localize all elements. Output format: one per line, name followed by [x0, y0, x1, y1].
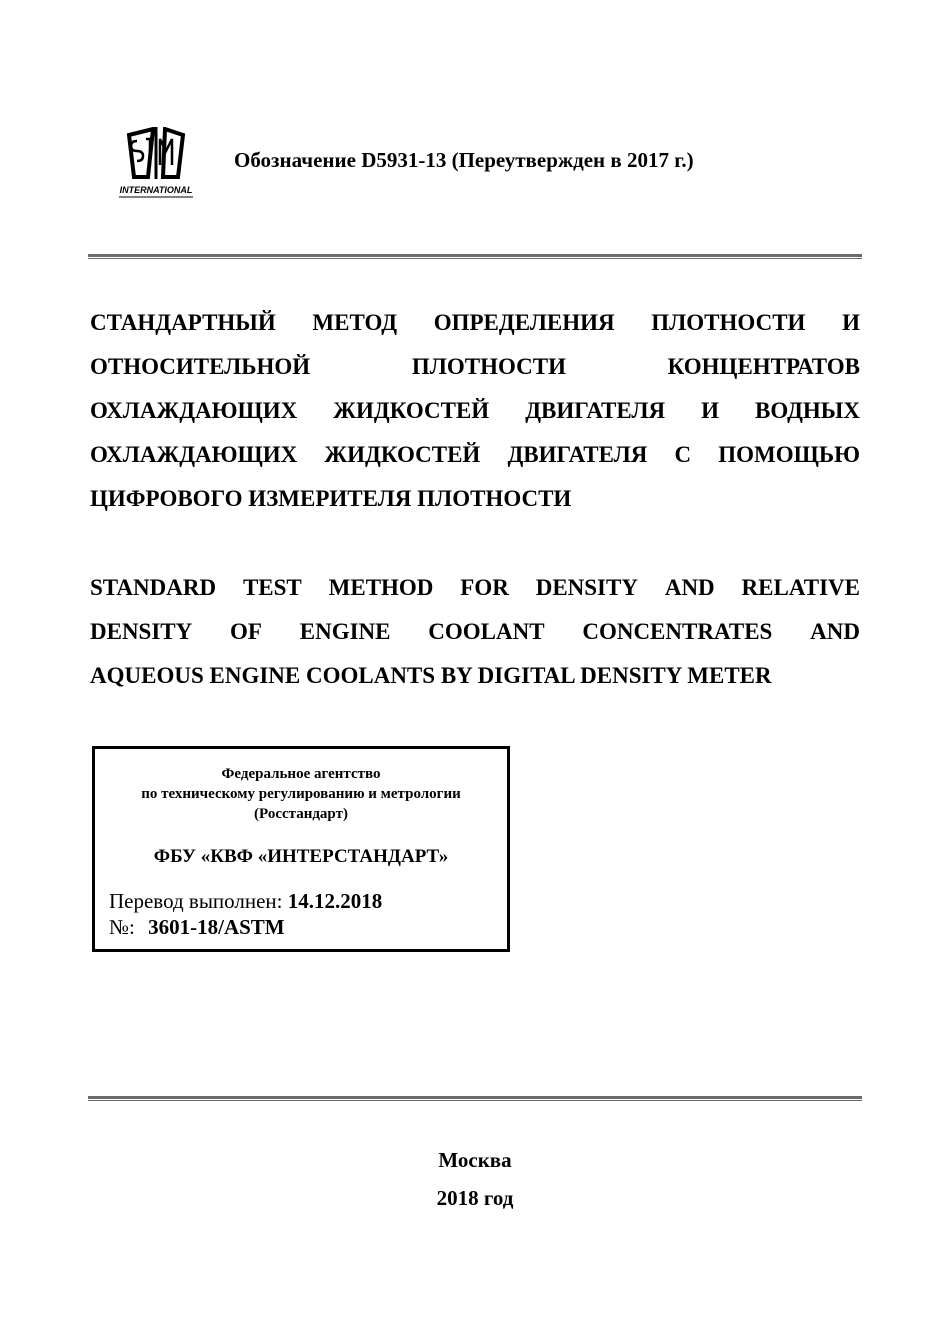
title-en-line [90, 566, 860, 610]
translated-date: 14.12.2018 [287, 889, 383, 913]
translated-label: Перевод выполнен: [109, 889, 283, 913]
title-word: ПЛОТНОСТИ [651, 310, 806, 335]
title-word: МЕТОД [312, 310, 398, 335]
title-word: И [701, 398, 719, 423]
title-word: ОХЛАЖДАЮЩИХ [90, 442, 298, 467]
title-word: ПОМОЩЬЮ [718, 442, 860, 467]
title-word: ОТНОСИТЕЛЬНОЙ [90, 354, 311, 379]
title-word: RELATIVE [741, 575, 860, 600]
number-value: 3601-18/ASTM [148, 915, 285, 939]
title-english [90, 566, 860, 698]
translation-number-row [109, 915, 285, 940]
title-word: METHOD [328, 575, 434, 600]
translation-date-row [109, 889, 382, 914]
title-word: ЖИДКОСТЕЙ [333, 398, 490, 423]
title-en-line [90, 610, 860, 654]
top-divider [88, 254, 862, 259]
year: 2018 год [436, 1186, 514, 1210]
title-ru-line [90, 301, 860, 345]
title-word: КОНЦЕНТРАТОВ [667, 354, 860, 379]
organization-name: ФБУ «КВФ «ИНТЕРСТАНДАРТ» [153, 846, 449, 867]
document-designation: Обозначение D5931-13 (Переутвержден в 2017 г.) [234, 148, 694, 172]
title-word: CONCENTRATES [582, 619, 773, 644]
number-label: №: [109, 915, 135, 939]
title-ru-line [90, 389, 860, 433]
astm-international-logo [115, 127, 197, 199]
title-en-last-line: AQUEOUS ENGINE COOLANTS BY DIGITAL DENSITY METER [90, 663, 772, 688]
title-word: DENSITY [90, 619, 193, 644]
title-word: COOLANT [428, 619, 545, 644]
title-word: ДВИГАТЕЛЯ [525, 398, 666, 423]
title-word: DENSITY [535, 575, 638, 600]
agency-name: Федеральное агентство по техническому регулированию и метрологии (Росстандарт) [141, 766, 461, 822]
logo-text: INTERNATIONAL [119, 185, 193, 195]
title-russian [90, 301, 860, 521]
title-word: FOR [460, 575, 509, 600]
title-word: AND [810, 619, 860, 644]
bottom-divider [88, 1096, 862, 1101]
title-word: ЖИДКОСТЕЙ [324, 442, 481, 467]
title-word: ENGINE [299, 619, 391, 644]
title-word: С [674, 442, 692, 467]
city: Москва [438, 1148, 512, 1172]
title-ru-line [90, 345, 860, 389]
title-word: ПЛОТНОСТИ [411, 354, 567, 379]
title-word: ВОДНЫХ [755, 398, 860, 423]
title-ru-last-line: ЦИФРОВОГО ИЗМЕРИТЕЛЯ ПЛОТНОСТИ [90, 486, 572, 511]
title-word: AND [664, 575, 715, 600]
title-word: TEST [242, 575, 302, 600]
title-word: ДВИГАТЕЛЯ [507, 442, 648, 467]
title-word: И [842, 310, 860, 335]
title-ru-line [90, 433, 860, 477]
title-word: OF [230, 619, 262, 644]
translation-stamp [92, 746, 510, 952]
title-word: СТАНДАРТНЫЙ [90, 310, 276, 335]
title-word: ОХЛАЖДАЮЩИХ [90, 398, 298, 423]
title-word: STANDARD [90, 575, 217, 600]
title-word: ОПРЕДЕЛЕНИЯ [433, 310, 615, 335]
